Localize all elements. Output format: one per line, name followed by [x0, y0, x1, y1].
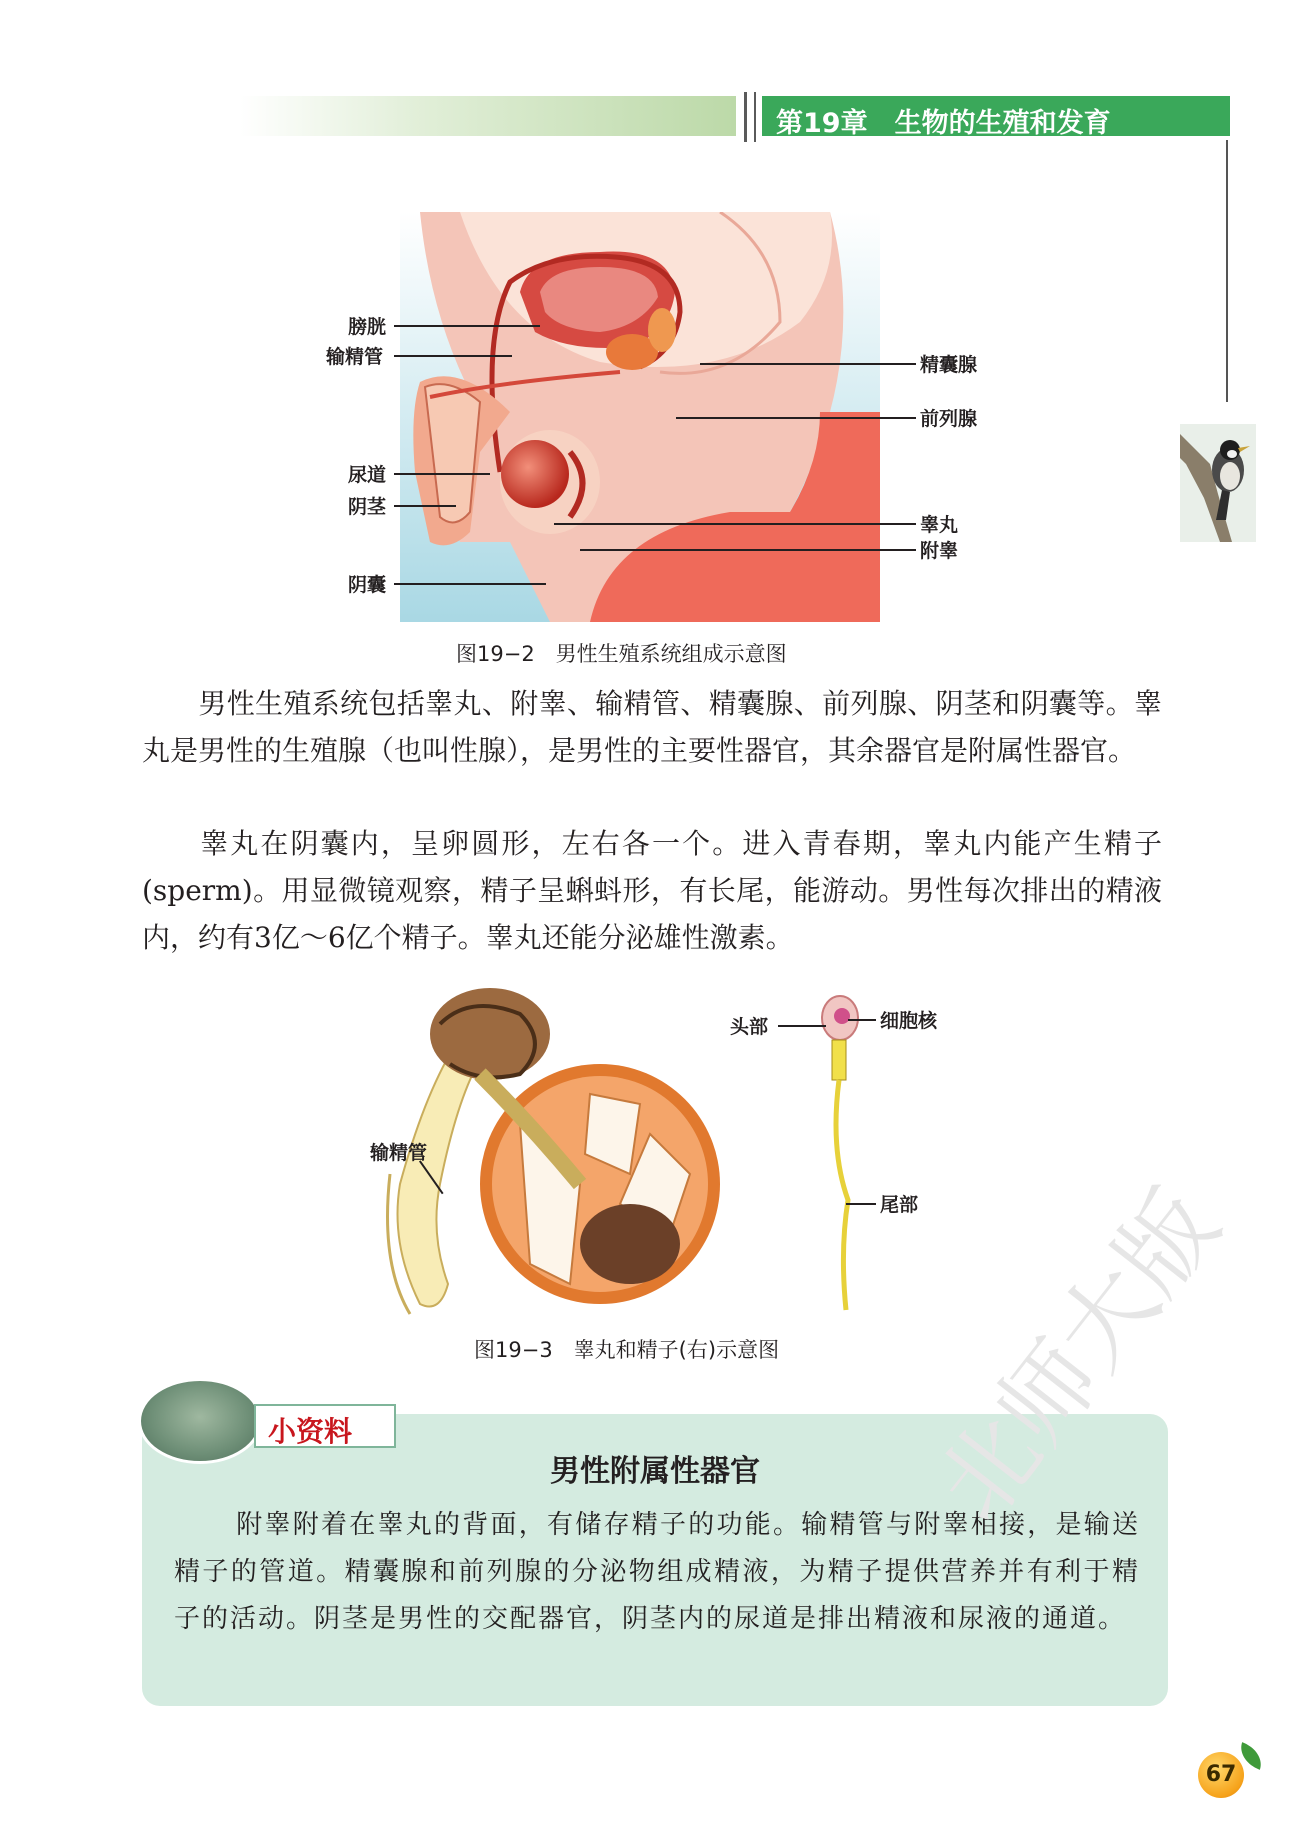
page-number: 67 — [1198, 1752, 1244, 1798]
info-tab-label: 小资料 — [268, 1415, 353, 1448]
chapter-title: 第19章 生物的生殖和发育 — [776, 108, 1111, 139]
info-title: 男性附属性器官 — [550, 1454, 760, 1489]
label-testis: 睾丸 — [920, 514, 959, 536]
label-seminal-vesicle: 精囊腺 — [920, 354, 978, 376]
leader-line — [846, 1203, 876, 1205]
label-vas-deferens-fig2: 输精管 — [370, 1142, 428, 1164]
leader-line — [394, 355, 512, 357]
leader-line — [848, 1019, 876, 1021]
figure-caption: 图19−2 男性生殖系统组成示意图 — [456, 642, 787, 666]
body-paragraph — [142, 820, 1162, 961]
label-bladder: 膀胱 — [348, 316, 387, 338]
label-scrotum: 阴囊 — [348, 574, 387, 596]
leader-line — [394, 505, 456, 507]
leader-line — [554, 523, 916, 525]
leader-line — [580, 549, 916, 551]
body-paragraph — [142, 680, 1162, 774]
header-gradient — [240, 96, 736, 136]
leader-line — [700, 363, 916, 365]
leader-line — [676, 417, 916, 419]
header-divider — [744, 92, 747, 142]
chapter-header — [762, 96, 1230, 139]
label-prostate: 前列腺 — [920, 408, 978, 430]
label-tail: 尾部 — [880, 1194, 919, 1216]
paragraph-text: 男性生殖系统包括睾丸、附睾、输精管、精囊腺、前列腺、阴茎和阴囊等。睾丸是男性的生殖腺（也叫性腺），是男性的主要性器官，其余器官是附属性器官。 — [142, 687, 1162, 767]
label-urethra: 尿道 — [348, 464, 387, 486]
sperm-illustration — [800, 990, 880, 1320]
label-vas-deferens: 输精管 — [326, 346, 384, 368]
leader-line — [394, 325, 540, 327]
header-divider — [754, 92, 756, 142]
label-epididymis: 附睾 — [920, 540, 959, 562]
label-penis: 阴茎 — [348, 496, 387, 518]
leader-line — [778, 1025, 826, 1027]
testis-sperm-diagram — [380, 984, 720, 1324]
watermark: 北师大版 — [915, 1169, 1241, 1542]
bird-illustration — [1180, 424, 1256, 542]
margin-rule — [1226, 140, 1228, 402]
paragraph-text: 睾丸在阴囊内，呈卵圆形，左右各一个。进入青春期，睾丸内能产生精子(sperm)。用显微镜观察，精子呈蝌蚪形，有长尾，能游动。男性每次排出的精液内，约有3亿～6亿个精子。睾丸还能分泌雄性激素。 — [142, 827, 1162, 954]
leader-line — [394, 473, 490, 475]
info-paragraph: 附睾附着在睾丸的背面，有储存精子的功能。输精管与附睾相接，是输送精子的管道。精囊腺和前列腺的分泌物组成精液，为精子提供营养并有利于精子的活动。阴茎是男性的交配器官，阴茎内的尿道是排出精液和尿液的通道。 — [174, 1510, 1140, 1634]
label-nucleus: 细胞核 — [880, 1010, 938, 1032]
leader-line — [394, 583, 546, 585]
label-head: 头部 — [730, 1016, 769, 1038]
figure-caption: 图19−3 睾丸和精子(右)示意图 — [474, 1338, 780, 1362]
info-tab — [254, 1404, 396, 1448]
